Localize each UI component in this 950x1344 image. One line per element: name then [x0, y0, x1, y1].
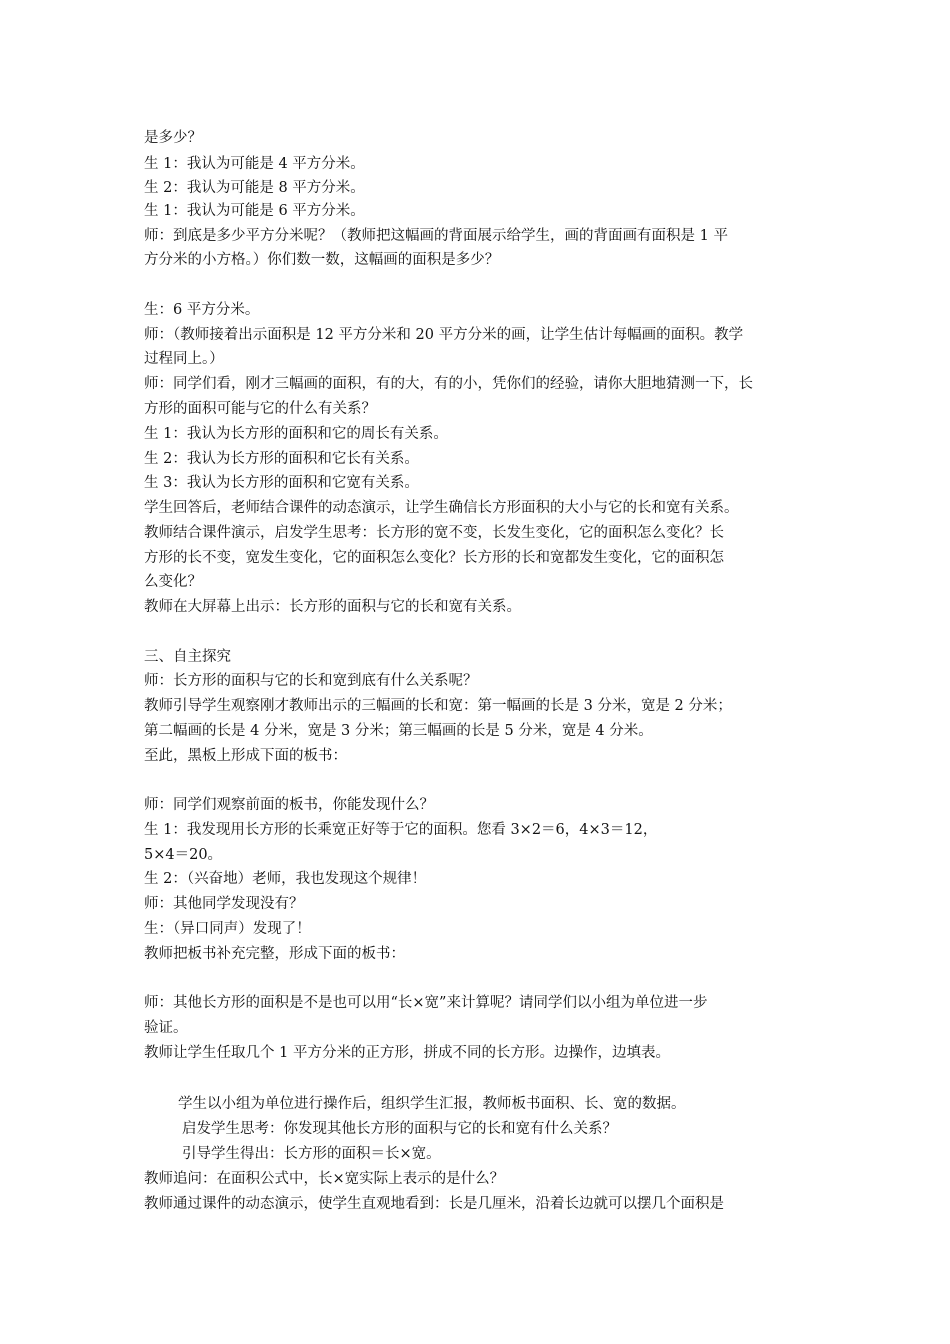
- text-line: 第二幅画的长是 4 分米，宽是 3 分米；第三幅画的长是 5 分米，宽是 4 分米。: [144, 723, 653, 739]
- text-line: 教师通过课件的动态演示，使学生直观地看到：长是几厘米，沿着长边就可以摆几个面积是: [144, 1196, 724, 1212]
- text-line: 生 1：我认为可能是 6 平方分米。: [144, 203, 365, 219]
- text-line: 生：（异口同声）发现了！: [144, 921, 311, 937]
- section-heading: 三、自主探究: [144, 649, 231, 665]
- text-line: 至此，黑板上形成下面的板书：: [144, 748, 347, 764]
- text-line: 学生以小组为单位进行操作后，组织学生汇报，教师板书面积、长、宽的数据。: [178, 1096, 686, 1112]
- text-line: 教师把板书补充完整，形成下面的板书：: [144, 946, 405, 962]
- text-line: 引导学生得出：长方形的面积＝长×宽。: [182, 1146, 441, 1162]
- text-line: 方形的长不变，宽发生变化，它的面积怎么变化？长方形的长和宽都发生变化，它的面积怎: [144, 550, 724, 566]
- text-line: 方形的面积可能与它的什么有关系？: [144, 401, 376, 417]
- text-line: 方分米的小方格。）你们数一数，这幅画的面积是多少？: [144, 252, 500, 268]
- text-line: 教师引导学生观察刚才教师出示的三幅画的长和宽：第一幅画的长是 3 分米，宽是 2 分米；: [144, 698, 732, 714]
- text-line: 生：6 平方分米。: [144, 302, 260, 318]
- text-line: 验证。: [144, 1020, 188, 1036]
- text-line: 生 2：（兴奋地）老师，我也发现这个规律！: [144, 871, 427, 887]
- text-line: 启发学生思考：你发现其他长方形的面积与它的长和宽有什么关系？: [182, 1121, 617, 1137]
- text-line: 师：其他同学发现没有？: [144, 896, 304, 912]
- text-line: 学生回答后，老师结合课件的动态演示，让学生确信长方形面积的大小与它的长和宽有关系。: [144, 500, 739, 516]
- text-line: 过程同上。）: [144, 351, 224, 367]
- text-line: 5×4＝20。: [144, 847, 223, 863]
- text-line: 生 2：我认为长方形的面积和它长有关系。: [144, 451, 419, 467]
- text-line: 么变化？: [144, 574, 202, 590]
- text-line: 师：其他长方形的面积是不是也可以用“长×宽”来计算呢？请同学们以小组为单位进一步: [144, 995, 708, 1011]
- text-line: 生 1：我发现用长方形的长乘宽正好等于它的面积。您看 3×2＝6，4×3＝12，: [144, 822, 658, 838]
- text-line: 师：到底是多少平方分米呢？（教师把这幅画的背面展示给学生，画的背面画有面积是 1 平: [144, 228, 728, 244]
- text-line: 师：同学们看，刚才三幅画的面积，有的大，有的小，凭你们的经验，请你大胆地猜测一下，长: [144, 376, 753, 392]
- text-line: 教师追问：在面积公式中，长×宽实际上表示的是什么？: [144, 1171, 505, 1187]
- text-line: 师：（教师接着出示面积是 12 平方分米和 20 平方分米的画，让学生估计每幅画的面积。教学: [144, 327, 744, 343]
- text-line: 生 3：我认为长方形的面积和它宽有关系。: [144, 475, 419, 491]
- text-line: 生 1：我认为长方形的面积和它的周长有关系。: [144, 426, 448, 442]
- text-line: 生 2：我认为可能是 8 平方分米。: [144, 180, 365, 196]
- text-line: 教师让学生任取几个 1 平方分米的正方形，拼成不同的长方形。边操作，边填表。: [144, 1045, 670, 1061]
- text-line: 师：长方形的面积与它的长和宽到底有什么关系呢？: [144, 673, 478, 689]
- text-line: 生 1：我认为可能是 4 平方分米。: [144, 156, 365, 172]
- text-line: 教师结合课件演示，启发学生思考：长方形的宽不变，长发生变化，它的面积怎么变化？长: [144, 525, 724, 541]
- text-line: 教师在大屏幕上出示：长方形的面积与它的长和宽有关系。: [144, 599, 521, 615]
- text-line: 是多少？: [144, 130, 202, 146]
- text-line: 师：同学们观察前面的板书，你能发现什么？: [144, 797, 434, 813]
